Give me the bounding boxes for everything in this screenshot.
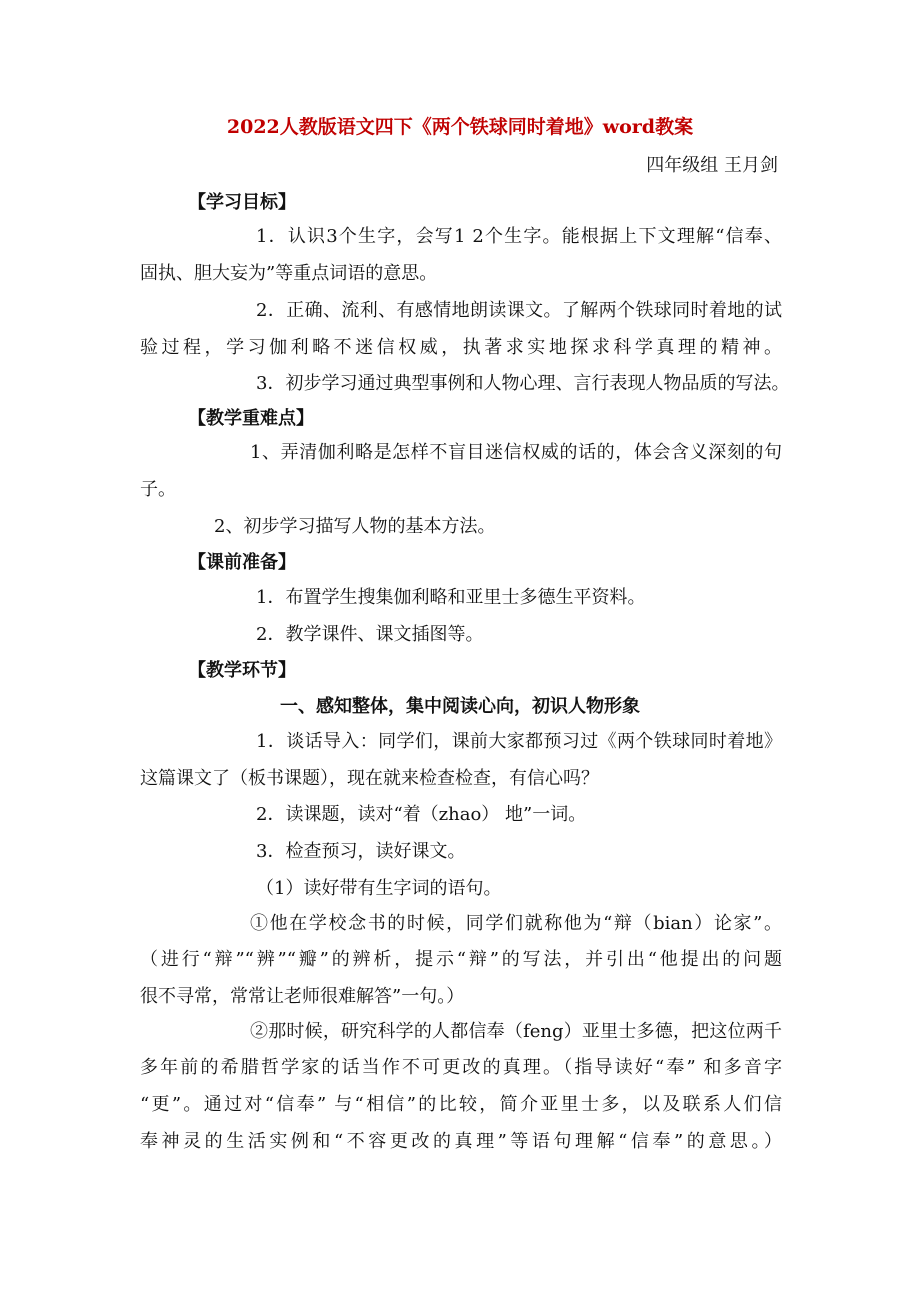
goal-2-line-a: 2．正确、流利、有感情地朗读课文。了解两个铁球同时着地的试 (256, 300, 782, 321)
sentence-1-line-b: （进行“辩”“辨”“瓣”的辨析，提示“辩”的写法，并引出“他提出的问题 (140, 949, 782, 970)
sentence-2-line-b: 多年前的希腊哲学家的话当作不可更改的真理。（指导读好“奉” 和多音字 (140, 1057, 782, 1078)
section-heading-steps: 【教学环节】 (188, 660, 296, 681)
section-heading-key-points: 【教学重难点】 (188, 408, 314, 429)
step-1-item-3-sub-1-line: （1）读好带有生字词的语句。 (256, 878, 502, 899)
step-1-item-1-line-b: 这篇课文了（板书课题），现在就来检查检查，有信心吗？ (140, 768, 599, 789)
sentence-2-line-a: ②那时候，研究科学的人都信奉（feng）亚里士多德，把这位两千 (250, 1021, 782, 1042)
section-heading-prep: 【课前准备】 (188, 552, 296, 573)
step-1-item-1-line-a: 1．谈话导入：同学们，课前大家都预习过《两个铁球同时着地》 (256, 731, 782, 752)
key-point-1-line-a: 1、弄清伽利略是怎样不盲目迷信权威的话的，体会含义深刻的句 (250, 442, 782, 463)
goal-3-line: 3．初步学习通过典型事例和人物心理、言行表现人物品质的写法。 (256, 373, 790, 394)
key-point-2-line: 2、初步学习描写人物的基本方法。 (214, 516, 496, 537)
goal-1-line-a: 1．认识3个生字，会写1 2个生字。能根据上下文理解“信奉、 (256, 226, 782, 247)
step-1-item-3-line: 3．检查预习，读好课文。 (256, 841, 466, 862)
sentence-1-line-c: 很不寻常，常常让老师很难解答”一句。） (140, 986, 465, 1007)
prep-2-line: 2．教学课件、课文插图等。 (256, 624, 484, 645)
goal-2-line-b: 验过程，学习伽利略不迷信权威，执著求实地探求科学真理的精神。 (140, 337, 782, 358)
sentence-1-line-a: ①他在学校念书的时候，同学们就称他为“辩（bian）论家”。 (250, 913, 782, 934)
step-1-item-2-line: 2．读课题，读对“着（zhao） 地”一词。 (256, 804, 587, 825)
document-title: 2022人教版语文四下《两个铁球同时着地》word教案 (226, 116, 694, 138)
key-point-1-line-b: 子。 (140, 479, 176, 500)
goal-1-line-b: 固执、胆大妄为”等重点词语的意思。 (140, 263, 438, 284)
sentence-2-line-d: 奉神灵的生活实例和“不容更改的真理”等语句理解“信奉”的意思。） (140, 1131, 782, 1152)
step-1-title: 一、感知整体，集中阅读心向，初识人物形象 (280, 696, 640, 717)
section-heading-goals: 【学习目标】 (188, 192, 296, 213)
author-line: 四年级组 王月剑 (646, 155, 778, 176)
sentence-2-line-c: “更”。通过对“信奉” 与“相信”的比较，简介亚里士多，以及联系人们信 (140, 1094, 782, 1115)
prep-1-line: 1．布置学生搜集伽利略和亚里士多德生平资料。 (256, 587, 646, 608)
